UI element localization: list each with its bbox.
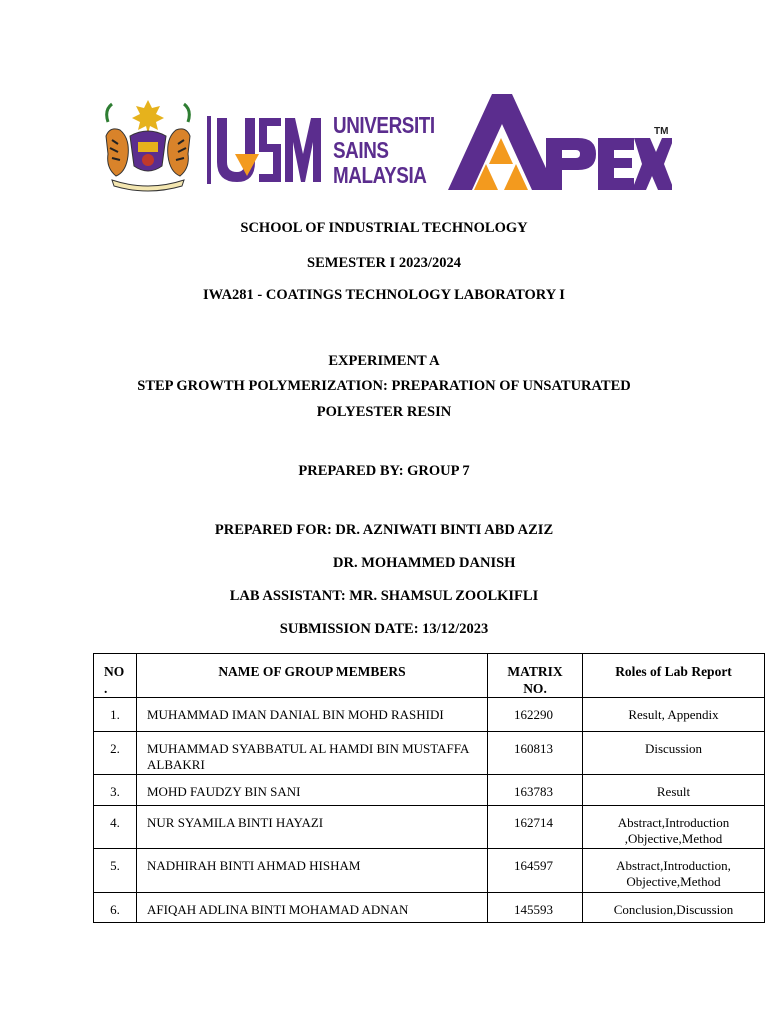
member-name: MOHD FAUDZY BIN SANI [147, 784, 301, 799]
matrix-no: 162290 [514, 707, 553, 722]
table-row [94, 698, 765, 732]
usm-crest-icon [100, 96, 196, 192]
member-name: MUHAMMAD SYABBATUL AL HAMDI BIN MUSTAFFA ALBAKRI [147, 741, 469, 772]
semester: SEMESTER I 2023/2024 [307, 255, 461, 271]
table-header-row [94, 654, 765, 698]
header-matrix-text: MATRIX [507, 664, 563, 679]
submission-date: SUBMISSION DATE: 13/12/2023 [279, 621, 489, 637]
svg-text:TM: TM [654, 126, 669, 137]
header-no-dot: . [104, 681, 108, 696]
member-roles: Result [656, 784, 691, 799]
prepared-by: PREPARED BY: GROUP 7 [298, 463, 470, 479]
matrix-no: 162714 [514, 815, 553, 830]
logo-banner [0, 0, 768, 210]
header-matrix-no: NO. [523, 681, 547, 696]
member-name: NADHIRAH BINTI AHMAD HISHAM [147, 858, 361, 873]
member-roles: Abstract,Introduction ,Objective,Method [617, 815, 730, 846]
member-roles: Abstract,Introduction, Objective,Method [616, 858, 731, 889]
course-title: IWA281 - COATINGS TECHNOLOGY LABORATORY I [203, 287, 565, 303]
usm-word-2: SAINS [333, 137, 389, 163]
row-no: 6. [110, 902, 120, 917]
member-name: AFIQAH ADLINA BINTI MOHAMAD ADNAN [147, 902, 409, 917]
member-roles: Conclusion,Discussion [613, 902, 734, 917]
header-name [137, 654, 488, 698]
usm-logo-mark [207, 114, 325, 186]
experiment-label: EXPERIMENT A [328, 353, 440, 369]
table-row [94, 732, 765, 775]
table-row [94, 849, 765, 893]
usm-wordmark [333, 112, 435, 188]
member-roles: Discussion [644, 741, 703, 756]
member-name: NUR SYAMILA BINTI HAYAZI [147, 815, 324, 830]
header-no [94, 654, 137, 698]
matrix-no: 164597 [514, 858, 553, 873]
prepared-for-second: DR. MOHAMMED DANISH [333, 555, 516, 571]
table-row [94, 893, 765, 923]
experiment-title-line-1: STEP GROWTH POLYMERIZATION: PREPARATION OF UNSATURATED [137, 378, 631, 394]
school-name: SCHOOL OF INDUSTRIAL TECHNOLOGY [240, 220, 528, 236]
experiment-title-line-2: POLYESTER RESIN [316, 404, 452, 420]
header-no-text: NO [104, 664, 125, 679]
apex-logo [446, 94, 672, 192]
row-no: 1. [110, 707, 120, 722]
matrix-no: 160813 [514, 741, 553, 756]
matrix-no: 145593 [514, 902, 553, 917]
row-no: 2. [110, 741, 120, 756]
row-no: 5. [110, 858, 120, 873]
usm-word-1: UNIVERSITI [333, 112, 435, 138]
matrix-no: 163783 [514, 784, 553, 799]
member-roles: Result, Appendix [628, 707, 719, 722]
table-row [94, 806, 765, 849]
header-roles [583, 654, 765, 698]
header-matrix [488, 654, 583, 698]
group-members-table [93, 653, 765, 923]
lab-assistant: LAB ASSISTANT: MR. SHAMSUL ZOOLKIFLI [229, 588, 539, 604]
header-roles-text: Roles of Lab Report [615, 664, 732, 679]
row-no: 4. [110, 815, 120, 830]
table-row [94, 775, 765, 806]
row-no: 3. [110, 784, 120, 799]
usm-word-3: MALAYSIA [333, 162, 427, 188]
header-name-text: NAME OF GROUP MEMBERS [218, 664, 406, 679]
prepared-for: PREPARED FOR: DR. AZNIWATI BINTI ABD AZIZ [214, 522, 554, 538]
member-name: MUHAMMAD IMAN DANIAL BIN MOHD RASHIDI [147, 707, 444, 722]
